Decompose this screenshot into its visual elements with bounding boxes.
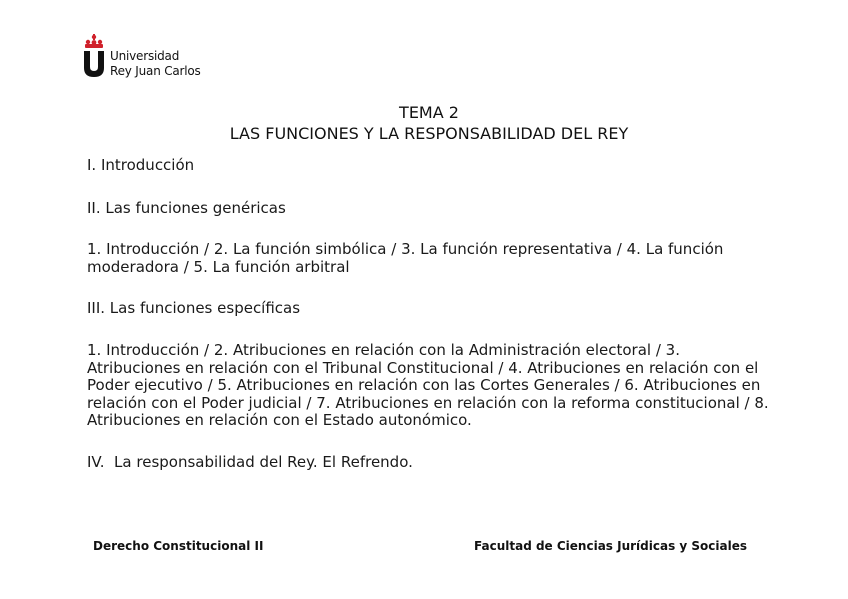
logo-line-2: Rey Juan Carlos — [110, 64, 201, 78]
outline-item-4: III. Las funciones específicas — [87, 299, 301, 318]
outline-item-3: 1. Introducción / 2. La función simbólica / 3. La función representativa / 4. La función moderadora / 5. La función arbitral — [87, 240, 729, 276]
outline-content — [87, 157, 777, 472]
university-logo — [82, 34, 222, 84]
footer-course: Derecho Constitucional II — [93, 539, 264, 553]
crown-u-emblem-icon — [82, 34, 108, 82]
title-line-1: TEMA 2 — [399, 103, 459, 122]
logo-text — [110, 49, 201, 79]
title-line-2: LAS FUNCIONES Y LA RESPONSABILIDAD DEL REY — [229, 124, 629, 143]
footer-faculty: Facultad de Ciencias Jurídicas y Sociales — [474, 539, 747, 553]
outline-item-1: I. Introducción — [87, 156, 195, 174]
outline-item-5: 1. Introducción / 2. Atribuciones en relación con la Administración electoral / 3. Atribuciones en relación con el Tribunal Constitucional / 4. Atribuciones en relación con el Poder ejecutivo / 5. Atribuciones en relación con las Cortes Generales / 6. Atribuciones en relación con el Poder judicial / 7. Atribuciones en relación con la reforma constitucional / 8. Atribuciones en relación con el Estado autonómico. — [87, 340, 774, 430]
logo-line-1: Universidad — [110, 49, 180, 63]
outline-item-6: IV. La responsabilidad del Rey. El Refrendo. — [87, 452, 413, 471]
document-title — [0, 102, 848, 144]
outline-item-2: II. Las funciones genéricas — [87, 198, 286, 217]
